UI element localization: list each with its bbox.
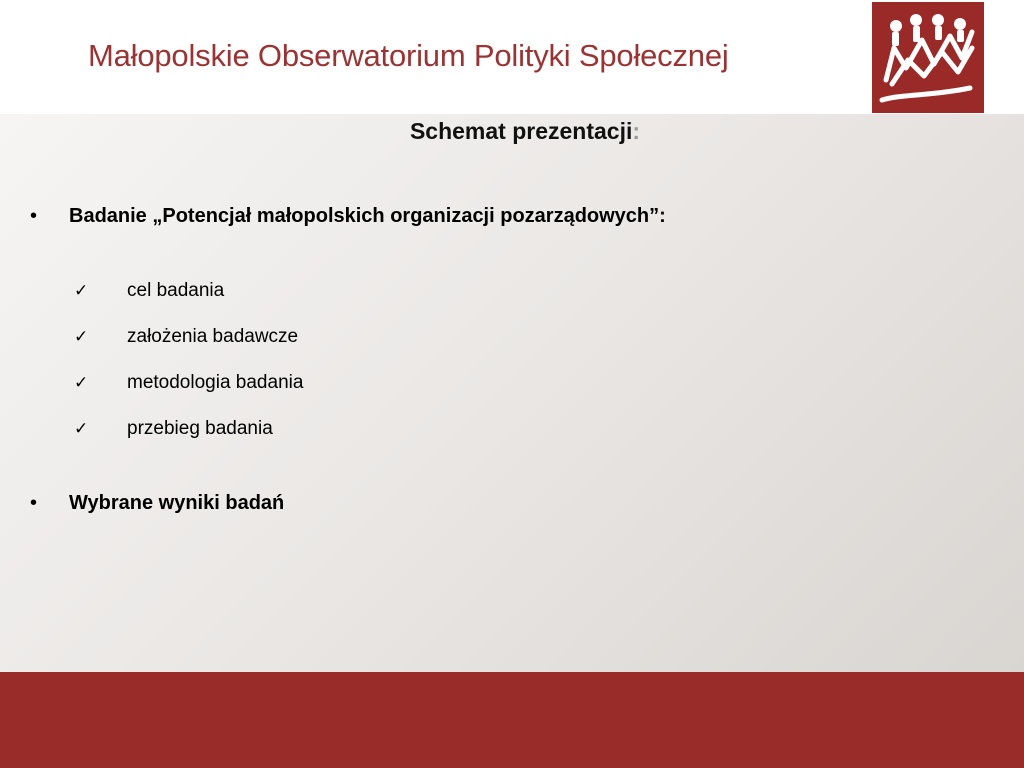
slide-title: [0, 118, 1024, 145]
slide-title-colon: :: [632, 118, 641, 144]
list-item: [74, 326, 298, 348]
list-item: [74, 418, 273, 440]
header: [0, 0, 1024, 114]
bullet-label: Wybrane wyniki badań: [69, 492, 285, 514]
checkmark-icon: ✓: [74, 281, 89, 301]
list-item-label: założenia badawcze: [127, 326, 299, 347]
bullet-icon: •: [30, 492, 38, 514]
list-item: [74, 372, 303, 394]
slide-title-text: Schemat prezentacji: [409, 118, 633, 144]
list-item-label: przebieg badania: [127, 418, 273, 439]
checkmark-icon: ✓: [74, 419, 89, 439]
bullet-label: Badanie „Potencjał małopolskich organizacji pozarządowych”:: [69, 205, 666, 227]
header-title: Małopolskie Obserwatorium Polityki Społecznej: [88, 38, 729, 73]
list-item-label: metodologia badania: [127, 372, 304, 393]
footer-band: [0, 672, 1024, 768]
bullet-item: [30, 492, 284, 515]
checkmark-icon: ✓: [74, 373, 89, 393]
checkmark-icon: ✓: [74, 327, 89, 347]
bullet-icon: •: [30, 205, 38, 227]
bullet-item: [30, 205, 666, 228]
list-item-label: cel badania: [127, 280, 225, 301]
mops-crown-logo-icon: [872, 2, 984, 113]
list-item: [74, 280, 224, 302]
